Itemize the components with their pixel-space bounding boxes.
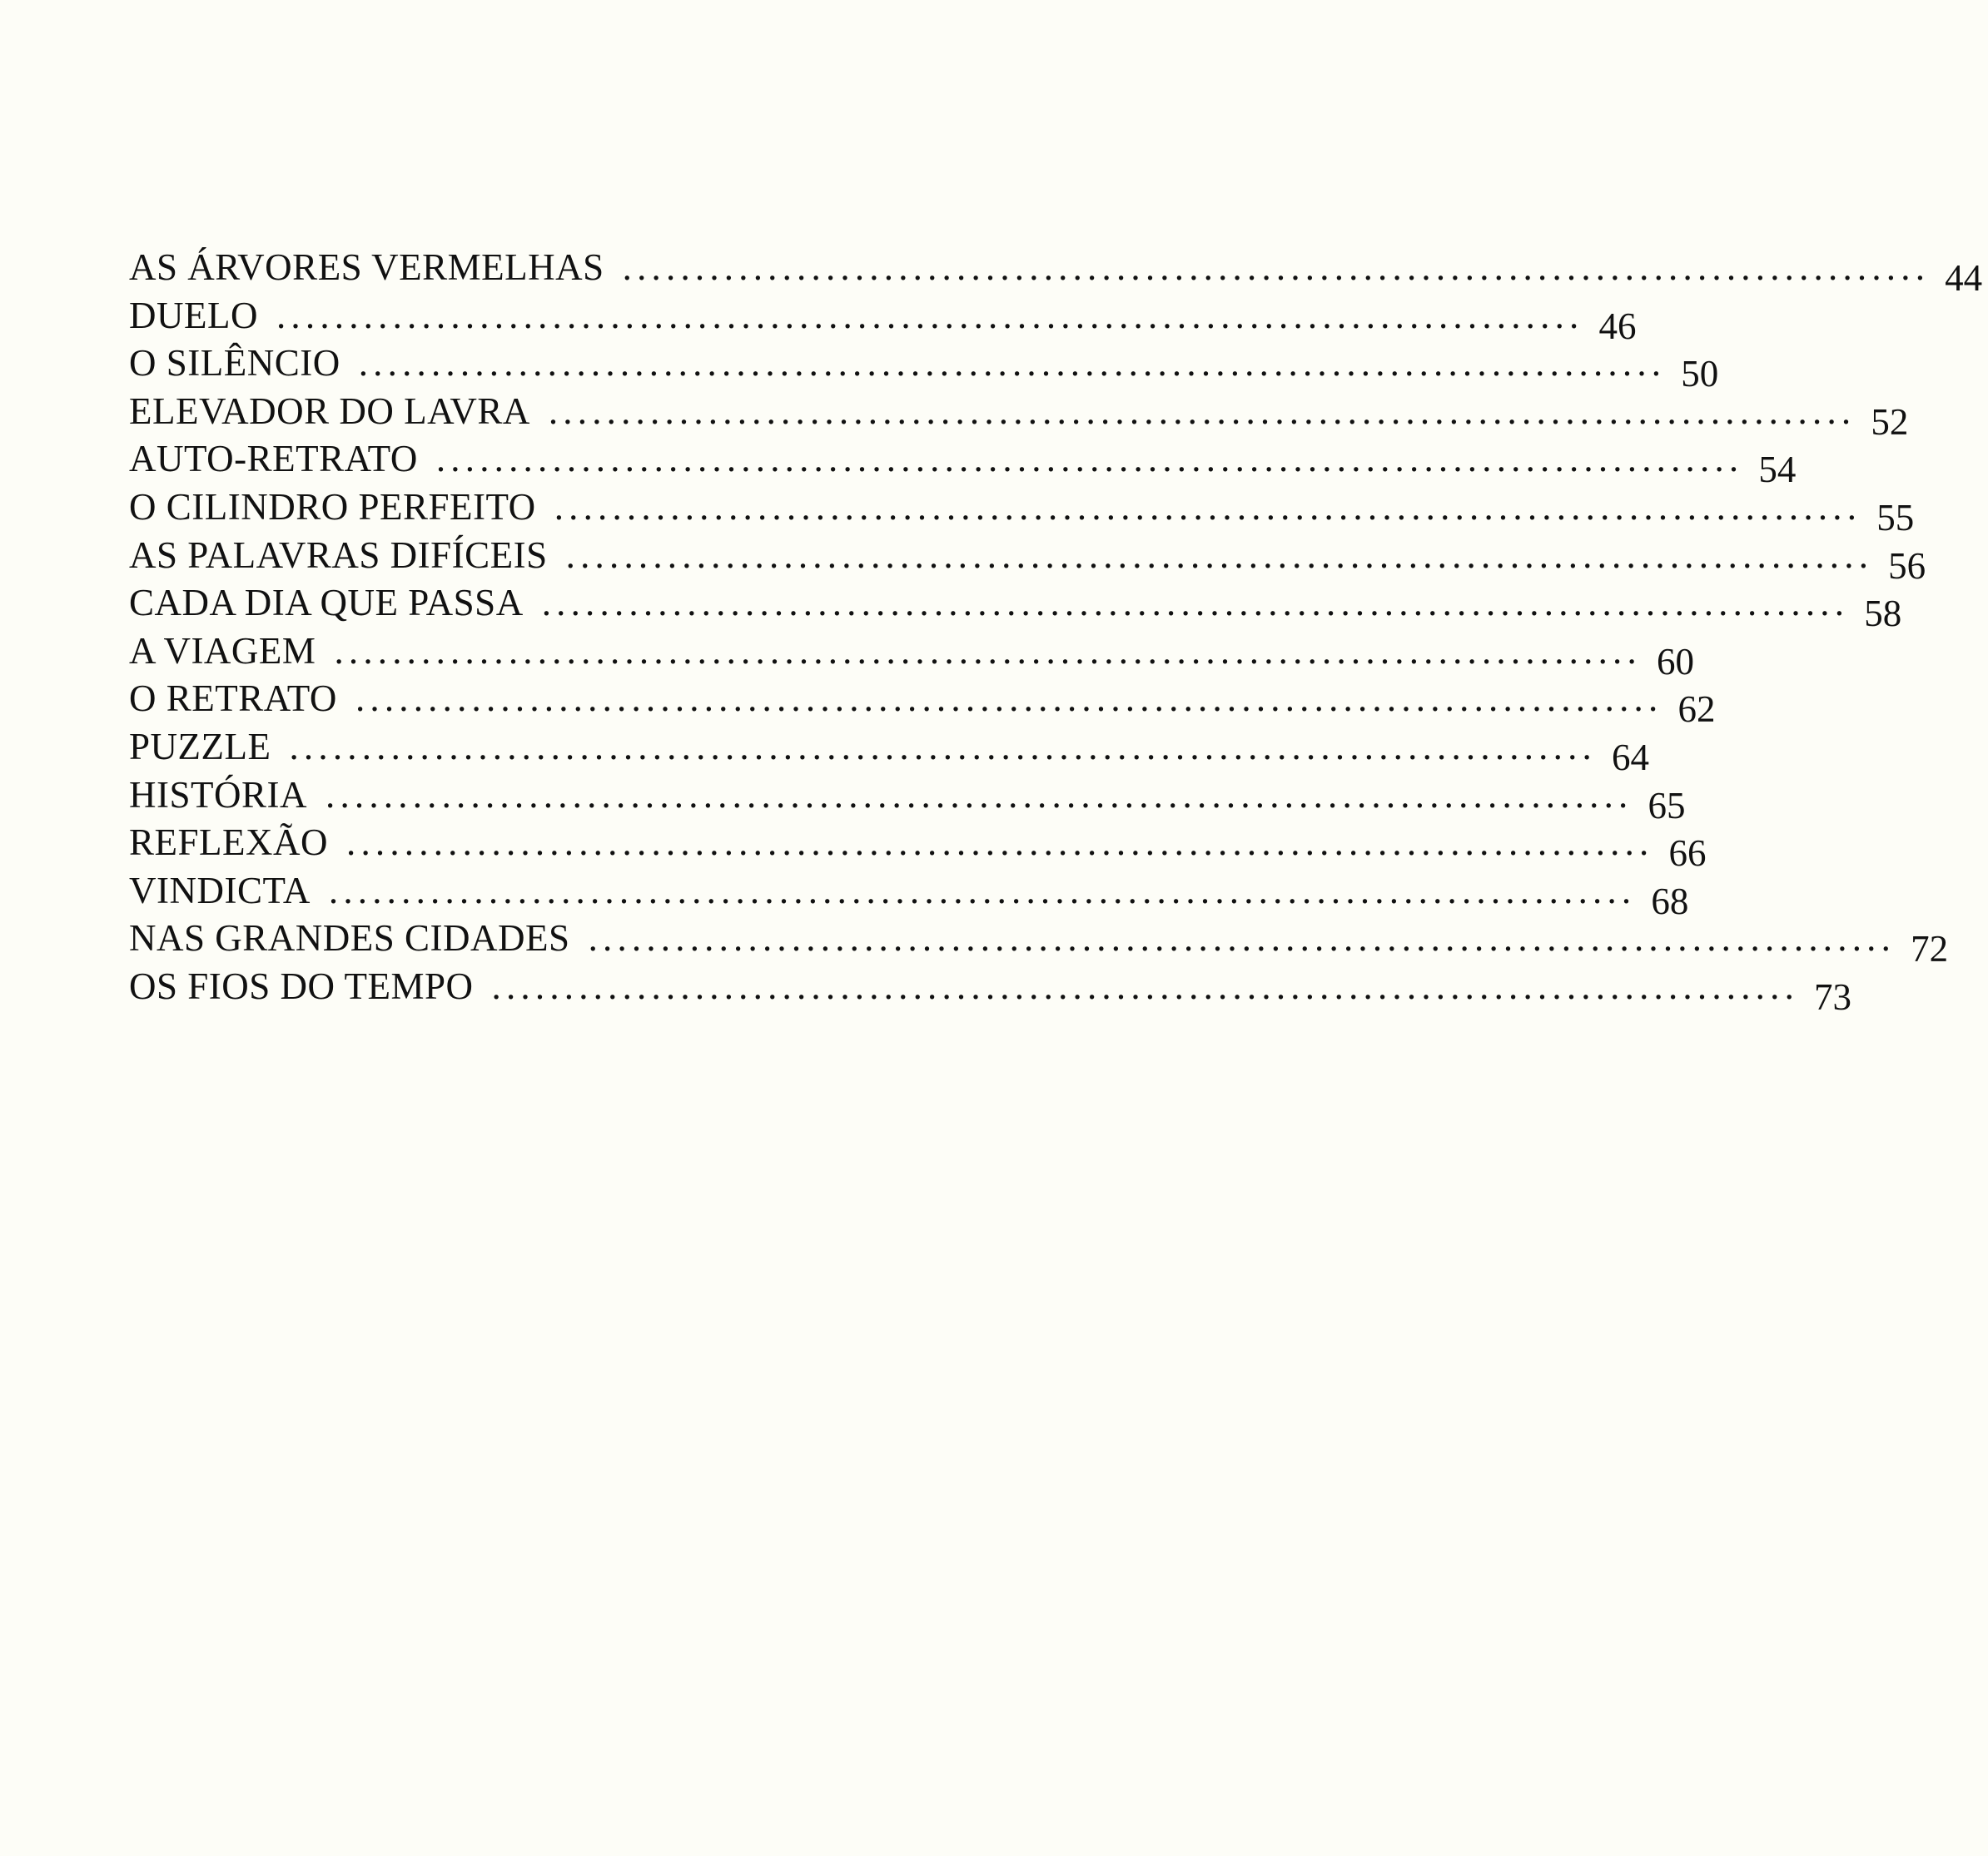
toc-entry-page-number: 68 bbox=[1651, 880, 1689, 922]
toc-entry bbox=[129, 628, 1694, 682]
dot-leader: .......................................................................................... bbox=[355, 677, 1663, 720]
dot-leader: .......................................................................................... bbox=[435, 438, 1744, 480]
dot-leader: .......................................................................................... bbox=[588, 917, 1896, 960]
toc-entry-page-number: 52 bbox=[1871, 400, 1909, 443]
toc-entry-page-number: 64 bbox=[1611, 736, 1649, 778]
toc-entry-title: O SILÊNCIO bbox=[129, 342, 340, 385]
dot-leader: .......................................................................................... bbox=[548, 390, 1856, 432]
toc-entry bbox=[129, 579, 1902, 635]
toc-entry bbox=[129, 723, 1649, 778]
toc-entry-page-number: 65 bbox=[1648, 784, 1686, 826]
toc-entry-title: AUTO-RETRATO bbox=[129, 438, 418, 480]
toc-entry-page-number: 73 bbox=[1814, 975, 1852, 1018]
toc-entry bbox=[129, 675, 1716, 731]
toc-entry-page-number: 72 bbox=[1911, 928, 1949, 970]
toc-entry-page-number: 54 bbox=[1758, 449, 1797, 491]
toc-entry bbox=[129, 963, 1852, 1018]
toc-entry-title: VINDICTA bbox=[129, 869, 311, 911]
toc-entry bbox=[129, 292, 1637, 347]
toc-entry-title: PUZZLE bbox=[129, 725, 271, 767]
toc-entry-title: A VIAGEM bbox=[129, 629, 316, 672]
toc-entry-page-number: 56 bbox=[1888, 544, 1926, 587]
dot-leader: .......................................................................................... bbox=[622, 246, 1931, 288]
toc-entry bbox=[129, 532, 1926, 587]
toc-entry-page-number: 55 bbox=[1876, 496, 1915, 538]
toc-entry-title: HISTÓRIA bbox=[129, 773, 307, 816]
dot-leader: .......................................................................................... bbox=[554, 485, 1862, 528]
toc-entry bbox=[129, 484, 1915, 538]
toc-entry-title: AS ÁRVORES VERMELHAS bbox=[129, 246, 604, 288]
toc-entry bbox=[129, 915, 1949, 970]
toc-entry-page-number: 60 bbox=[1656, 640, 1694, 682]
toc-entry bbox=[129, 772, 1686, 826]
toc-entry-page-number: 62 bbox=[1677, 688, 1716, 731]
toc-entry-title: REFLEXÃO bbox=[129, 821, 328, 864]
dot-leader: .......................................................................................... bbox=[346, 821, 1654, 864]
toc-entry-title: CADA DIA QUE PASSA bbox=[129, 582, 524, 624]
dot-leader: .......................................................................................... bbox=[326, 773, 1633, 816]
dot-leader: .......................................................................................... bbox=[276, 294, 1584, 336]
toc-entry-page-number: 58 bbox=[1864, 593, 1902, 635]
toc-entry bbox=[129, 340, 1719, 395]
toc-entry-page-number: 66 bbox=[1668, 832, 1707, 875]
toc-entry-title: NAS GRANDES CIDADES bbox=[129, 917, 570, 960]
dot-leader: .......................................................................................... bbox=[565, 533, 1874, 576]
toc-entry-title: O RETRATO bbox=[129, 677, 337, 720]
toc-entry-page-number: 50 bbox=[1681, 353, 1719, 395]
toc-entry-page-number: 44 bbox=[1945, 257, 1983, 299]
dot-leader: .......................................................................................... bbox=[491, 965, 1800, 1007]
dot-leader: .......................................................................................... bbox=[328, 869, 1637, 911]
toc-entry-title: O CILINDRO PERFEITO bbox=[129, 485, 536, 528]
table-of-contents bbox=[129, 244, 1983, 1018]
toc-entry bbox=[129, 244, 1983, 299]
toc-entry-title: OS FIOS DO TEMPO bbox=[129, 965, 474, 1007]
toc-entry-title: DUELO bbox=[129, 294, 258, 336]
toc-entry-title: ELEVADOR DO LAVRA bbox=[129, 390, 530, 432]
dot-leader: .......................................................................................... bbox=[358, 342, 1667, 385]
dot-leader: .......................................................................................... bbox=[541, 582, 1850, 624]
dot-leader: .......................................................................................... bbox=[289, 725, 1597, 767]
toc-entry bbox=[129, 388, 1909, 443]
toc-entry bbox=[129, 819, 1707, 875]
toc-entry bbox=[129, 867, 1689, 922]
toc-entry-title: AS PALAVRAS DIFÍCEIS bbox=[129, 533, 548, 576]
toc-entry-page-number: 46 bbox=[1598, 305, 1637, 347]
dot-leader: .......................................................................................... bbox=[334, 629, 1642, 672]
toc-entry bbox=[129, 435, 1797, 491]
